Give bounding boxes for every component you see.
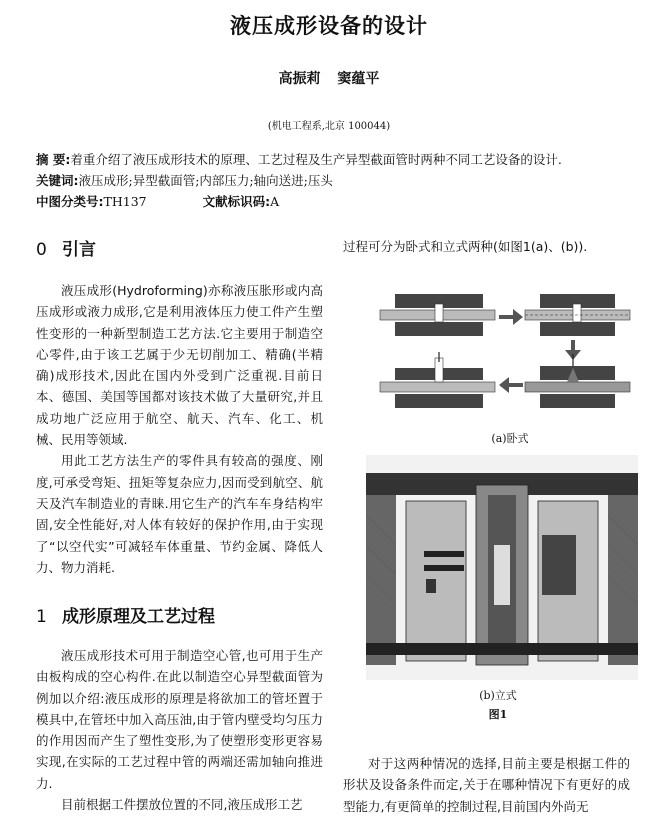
die-step-3 [380,352,495,408]
doc-code-label: 文献标识码: [202,194,271,209]
classification-label: 中图分类号: [36,194,104,209]
die-step-4 [525,354,630,408]
paragraph: 过程可分为卧式和立式两种(如图1(a)、(b)). [343,239,588,254]
paragraph: 用此工艺方法生产的零件具有较高的强度、刚度,可承受弯矩、扭矩等复杂应力,因而受到航空、航天及汽车制造业的青睐.用它生产的汽车车身结构牢固,安全性能好,对人体有较好的保护作用,由于实现了“以空代实”可减轻车体重量、节约金属、降低人力、物力消耗. [36,453,323,575]
author-affiliation: (机电工程系,北京 100044) [267,121,391,132]
abstract [36,149,562,170]
abstract-text: 着重介绍了液压成形技术的原理、工艺过程及生产异型截面管时两种不同工艺设备的设计. [70,152,562,167]
right-column-bottom [343,753,630,817]
section-title: 成形原理及工艺过程 [62,607,215,627]
section-title: 引言 [62,240,96,260]
section-number: 1 [36,607,47,627]
figure-caption: 图1 [488,708,508,721]
section-number: 0 [36,240,47,260]
die-step-1 [380,294,495,336]
classification [36,191,279,212]
paragraph: 对于这两种情况的选择,目前主要是根据工件的形状及设备条件而定,关于在哪种情况下有更好的成型能力,有更简单的控制过程,目前国内外尚无 [343,756,630,814]
figure-vertical-diagram [366,455,638,680]
section-heading-principle [36,602,323,627]
paper-authors: 高振莉 窦蕴平 [278,71,380,87]
figure-horizontal-diagram [375,284,637,424]
keywords [36,170,333,191]
principle-body [36,645,323,815]
intro-body [36,280,323,578]
section-heading-intro [36,235,323,260]
keywords-text: 液压成形;异型截面管;内部压力;轴向送进;压头 [78,173,333,188]
doc-code-value: A [270,194,280,209]
die-step-2 [525,294,630,336]
figure-a-caption: (a)卧式 [491,432,529,445]
paper-title: 液压成形设备的设计 [230,14,428,38]
abstract-label: 摘 要: [36,152,71,167]
arrow-left-icon [499,377,523,393]
paragraph: 液压成形技术可用于制造空心管,也可用于生产由板构成的空心构件.在此以制造空心异型截面管为例加以介绍:液压成形的原理是将欲加工的管坯置于模具中,在管坯中加入高压油,由于管内壁受均匀压力的作用因而产生了塑性变形,为了使塑形变形更容易实现,在实际的工艺过程中管的两端还需加轴向推进力. [36,648,323,791]
paragraph: 目前根据工件摆放位置的不同,液压成形工艺 [61,797,303,813]
classification-value: TH137 [103,194,147,209]
paragraph: 液压成形(Hydroforming)亦称液压胀形或内高压成形或液力成形,它是利用液体压力使工件产生塑性变形的一种新型制造工艺方法.它主要用于制造空心零件,由于该工艺属于少无切削加工、精确(半精确)成形技术,因此在国内外受到广泛重视.目前日本、德国、美国等国都对该技术做了大量研究,并且成功地广泛应用于航空、航天、汽车、化工、机械、民用等领域. [36,283,323,448]
figure-b-caption: (b)立式 [479,689,517,702]
arrow-right-icon [499,309,523,325]
right-column-top [343,236,630,257]
keywords-label: 关键词: [36,173,79,188]
